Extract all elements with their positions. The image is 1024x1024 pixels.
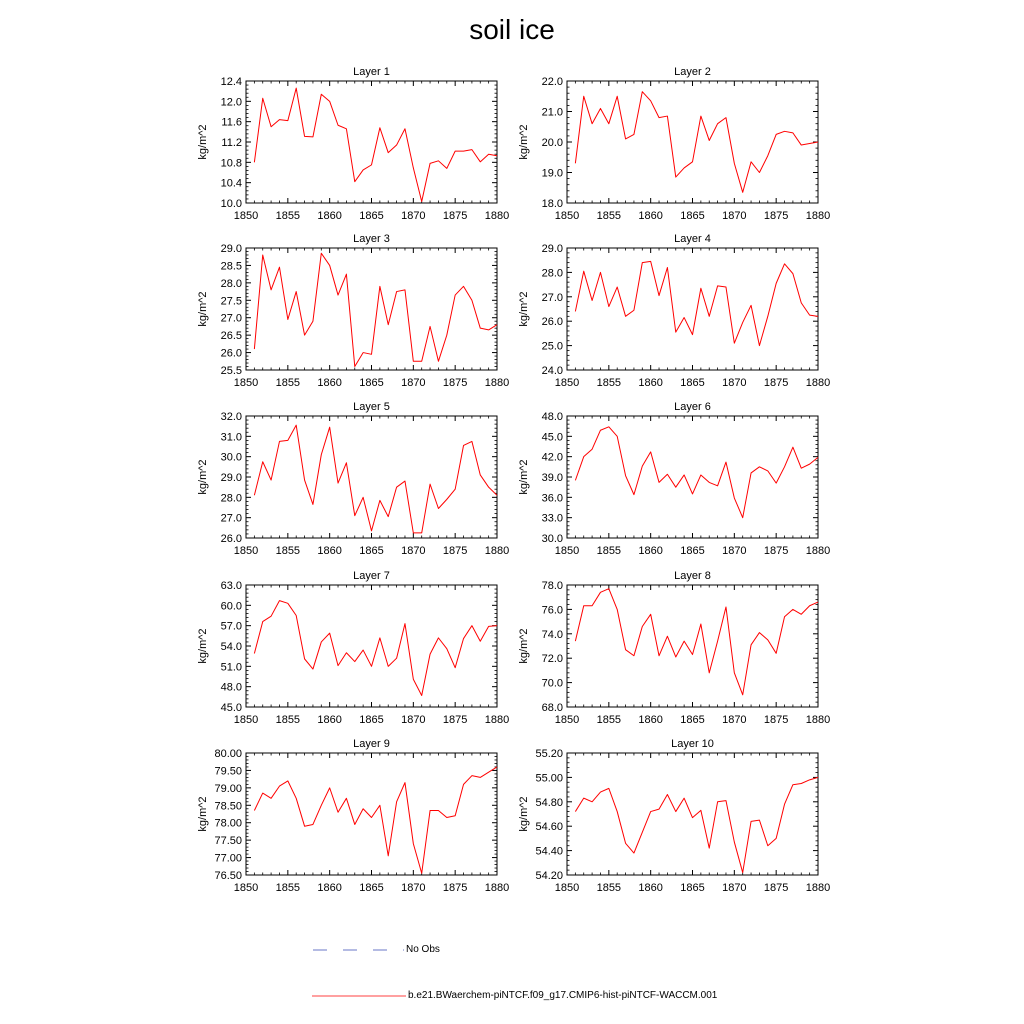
x-tick-label: 1870 xyxy=(401,545,426,557)
plot-frame xyxy=(567,248,818,370)
panel-title: Layer 5 xyxy=(353,401,390,413)
x-tick-label: 1875 xyxy=(442,545,468,557)
x-tick-label: 1870 xyxy=(401,882,426,894)
y-tick-label: 27.0 xyxy=(220,312,242,325)
panel-4 xyxy=(518,233,830,389)
panel-10 xyxy=(518,738,830,894)
panel-3 xyxy=(197,233,509,389)
x-tick-label: 1865 xyxy=(680,714,705,726)
x-tick-label: 1860 xyxy=(317,545,342,557)
y-tick-label: 74.0 xyxy=(541,628,563,641)
panel-title: Layer 1 xyxy=(353,66,390,78)
x-tick-label: 1880 xyxy=(484,210,510,222)
x-tick-label: 1865 xyxy=(359,377,384,389)
y-tick-label: 18.0 xyxy=(541,198,563,210)
x-tick-label: 1870 xyxy=(722,545,747,557)
panel-1 xyxy=(197,66,509,222)
y-tick-label: 11.6 xyxy=(221,116,242,129)
x-tick-label: 1865 xyxy=(680,377,705,389)
y-axis-label: kg/m^2 xyxy=(518,291,530,327)
x-tick-label: 1875 xyxy=(442,714,468,726)
y-tick-label: 20.0 xyxy=(541,137,563,149)
x-tick-label: 1850 xyxy=(554,545,580,557)
y-tick-label: 27.5 xyxy=(220,295,242,308)
legend-model-label: b.e21.BWaerchem-piNTCF.f09_g17.CMIP6-hist-piNTCF-WACCM.001 xyxy=(408,990,718,1001)
y-tick-label: 77.00 xyxy=(214,852,242,865)
y-tick-label: 77.50 xyxy=(214,835,242,848)
y-tick-label: 27.0 xyxy=(541,291,563,304)
y-axis-label: kg/m^2 xyxy=(518,124,530,160)
legend-obs-line xyxy=(310,944,405,956)
y-tick-label: 78.50 xyxy=(214,800,242,813)
x-tick-label: 1855 xyxy=(596,377,622,389)
x-tick-label: 1870 xyxy=(401,377,426,389)
y-tick-label: 28.0 xyxy=(220,492,242,505)
y-tick-label: 48.0 xyxy=(220,681,242,694)
y-axis-label: kg/m^2 xyxy=(197,291,209,327)
x-tick-label: 1875 xyxy=(763,210,789,222)
plot-frame xyxy=(246,753,497,875)
plot-frame xyxy=(246,416,497,538)
panel-5 xyxy=(197,401,509,557)
x-tick-label: 1880 xyxy=(805,714,831,726)
x-tick-label: 1850 xyxy=(554,377,580,389)
x-tick-label: 1855 xyxy=(596,882,622,894)
y-tick-label: 79.00 xyxy=(214,782,242,795)
x-tick-label: 1850 xyxy=(554,210,580,222)
x-tick-label: 1875 xyxy=(442,210,468,222)
y-tick-label: 63.0 xyxy=(220,580,242,592)
panel-title: Layer 10 xyxy=(671,738,714,750)
series-line xyxy=(575,427,818,518)
x-tick-label: 1855 xyxy=(275,545,301,557)
y-tick-label: 55.00 xyxy=(535,772,563,785)
plot-frame xyxy=(567,416,818,538)
panel-title: Layer 6 xyxy=(674,401,711,413)
y-tick-label: 54.80 xyxy=(535,796,563,809)
x-tick-label: 1865 xyxy=(680,210,705,222)
x-tick-label: 1875 xyxy=(442,377,468,389)
y-tick-label: 30.0 xyxy=(220,451,242,464)
y-tick-label: 26.0 xyxy=(220,347,242,360)
x-tick-label: 1860 xyxy=(638,882,663,894)
plot-frame xyxy=(246,81,497,203)
panel-title: Layer 9 xyxy=(353,738,390,750)
x-tick-label: 1865 xyxy=(680,882,705,894)
panel-title: Layer 3 xyxy=(353,233,390,245)
y-tick-label: 32.0 xyxy=(220,411,242,423)
x-tick-label: 1875 xyxy=(763,545,789,557)
y-tick-label: 22.0 xyxy=(541,76,563,88)
x-tick-label: 1850 xyxy=(233,377,259,389)
plot-frame xyxy=(567,585,818,707)
plot-frame xyxy=(567,753,818,875)
y-tick-label: 39.0 xyxy=(541,472,563,484)
y-tick-label: 78.00 xyxy=(214,817,242,830)
y-tick-label: 48.0 xyxy=(541,411,563,423)
y-tick-label: 10.4 xyxy=(220,177,242,190)
y-tick-label: 29.0 xyxy=(220,472,242,484)
y-tick-label: 80.00 xyxy=(214,748,242,760)
x-tick-label: 1850 xyxy=(233,882,259,894)
series-line xyxy=(575,589,818,695)
x-tick-label: 1855 xyxy=(596,210,622,222)
y-tick-label: 29.0 xyxy=(541,243,563,255)
x-tick-label: 1870 xyxy=(401,714,426,726)
y-tick-label: 25.0 xyxy=(541,340,563,353)
x-tick-label: 1860 xyxy=(638,714,663,726)
x-tick-label: 1880 xyxy=(805,545,831,557)
y-tick-label: 12.0 xyxy=(220,96,242,109)
panel-2 xyxy=(518,66,830,222)
y-tick-label: 10.8 xyxy=(220,157,242,170)
x-tick-label: 1850 xyxy=(554,714,580,726)
x-tick-label: 1850 xyxy=(554,882,580,894)
y-tick-label: 26.0 xyxy=(541,316,563,329)
x-tick-label: 1860 xyxy=(638,377,663,389)
y-tick-label: 54.0 xyxy=(220,641,242,653)
y-tick-label: 29.0 xyxy=(220,243,242,255)
legend-obs-label: No Obs xyxy=(406,944,440,955)
x-tick-label: 1865 xyxy=(359,882,384,894)
y-tick-label: 30.0 xyxy=(541,533,563,545)
y-tick-label: 28.5 xyxy=(220,260,242,273)
x-tick-label: 1875 xyxy=(442,882,468,894)
y-tick-label: 42.0 xyxy=(541,451,563,464)
y-tick-label: 60.0 xyxy=(220,600,242,613)
y-tick-label: 26.0 xyxy=(220,533,242,545)
y-tick-label: 55.20 xyxy=(535,748,563,760)
plot-frame xyxy=(246,585,497,707)
x-tick-label: 1865 xyxy=(680,545,705,557)
x-tick-label: 1880 xyxy=(484,882,510,894)
x-tick-label: 1880 xyxy=(805,210,831,222)
y-tick-label: 24.0 xyxy=(541,365,563,377)
y-tick-label: 10.0 xyxy=(220,198,242,210)
series-line xyxy=(575,777,818,872)
x-tick-label: 1855 xyxy=(275,210,301,222)
page-title: soil ice xyxy=(469,14,555,45)
y-axis-label: kg/m^2 xyxy=(197,124,209,160)
panel-title: Layer 8 xyxy=(674,570,711,582)
x-tick-label: 1880 xyxy=(484,377,510,389)
y-axis-label: kg/m^2 xyxy=(518,628,530,664)
y-tick-label: 27.0 xyxy=(220,512,242,525)
y-tick-label: 25.5 xyxy=(220,365,242,377)
panel-title: Layer 7 xyxy=(353,570,390,582)
y-axis-label: kg/m^2 xyxy=(197,459,209,495)
series-line xyxy=(254,425,497,533)
x-tick-label: 1865 xyxy=(359,714,384,726)
y-tick-label: 45.0 xyxy=(220,702,242,714)
x-tick-label: 1860 xyxy=(317,377,342,389)
x-tick-label: 1860 xyxy=(317,882,342,894)
x-tick-label: 1865 xyxy=(359,210,384,222)
series-line xyxy=(575,92,818,193)
y-axis-label: kg/m^2 xyxy=(197,796,209,832)
y-tick-label: 79.50 xyxy=(214,765,242,778)
y-tick-label: 11.2 xyxy=(221,137,242,149)
y-tick-label: 21.0 xyxy=(541,106,563,119)
y-tick-label: 45.0 xyxy=(541,431,563,444)
panel-title: Layer 4 xyxy=(674,233,711,245)
y-tick-label: 78.0 xyxy=(541,580,563,592)
series-line xyxy=(254,601,497,696)
x-tick-label: 1850 xyxy=(233,545,259,557)
x-tick-label: 1870 xyxy=(401,210,426,222)
x-tick-label: 1875 xyxy=(763,714,789,726)
y-tick-label: 33.0 xyxy=(541,512,563,525)
x-tick-label: 1880 xyxy=(484,545,510,557)
x-tick-label: 1855 xyxy=(596,545,622,557)
x-tick-label: 1870 xyxy=(722,882,747,894)
series-line xyxy=(254,88,497,201)
series-line xyxy=(254,767,497,873)
y-tick-label: 70.0 xyxy=(541,677,563,690)
panel-6 xyxy=(518,401,830,557)
y-tick-label: 76.0 xyxy=(541,604,563,617)
series-line xyxy=(575,261,818,345)
panel-7 xyxy=(197,570,509,726)
x-tick-label: 1855 xyxy=(275,377,301,389)
x-tick-label: 1865 xyxy=(359,545,384,557)
panel-title: Layer 2 xyxy=(674,66,711,78)
x-tick-label: 1860 xyxy=(317,714,342,726)
y-tick-label: 54.20 xyxy=(535,870,563,882)
y-tick-label: 54.60 xyxy=(535,821,563,834)
x-tick-label: 1880 xyxy=(805,882,831,894)
x-tick-label: 1880 xyxy=(484,714,510,726)
y-tick-label: 28.0 xyxy=(541,267,563,280)
x-tick-label: 1880 xyxy=(805,377,831,389)
x-tick-label: 1860 xyxy=(638,210,663,222)
y-axis-label: kg/m^2 xyxy=(197,628,209,664)
x-tick-label: 1855 xyxy=(596,714,622,726)
x-tick-label: 1875 xyxy=(763,882,789,894)
y-tick-label: 28.0 xyxy=(220,277,242,290)
plot-frame xyxy=(567,81,818,203)
x-tick-label: 1870 xyxy=(722,714,747,726)
x-tick-label: 1850 xyxy=(233,714,259,726)
y-tick-label: 19.0 xyxy=(541,167,563,180)
y-tick-label: 36.0 xyxy=(541,492,563,505)
y-tick-label: 76.50 xyxy=(214,870,242,882)
y-tick-label: 26.5 xyxy=(220,330,242,343)
legend-model-line xyxy=(310,990,410,1002)
y-axis-label: kg/m^2 xyxy=(518,796,530,832)
y-tick-label: 54.40 xyxy=(535,845,563,858)
y-tick-label: 57.0 xyxy=(220,620,242,633)
x-tick-label: 1855 xyxy=(275,714,301,726)
y-tick-label: 51.0 xyxy=(220,661,242,674)
x-tick-label: 1850 xyxy=(233,210,259,222)
x-tick-label: 1860 xyxy=(638,545,663,557)
y-tick-label: 68.0 xyxy=(541,702,563,714)
x-tick-label: 1875 xyxy=(763,377,789,389)
x-tick-label: 1870 xyxy=(722,210,747,222)
panel-8 xyxy=(518,570,830,726)
y-axis-label: kg/m^2 xyxy=(518,459,530,495)
x-tick-label: 1860 xyxy=(317,210,342,222)
x-tick-label: 1855 xyxy=(275,882,301,894)
panel-9 xyxy=(197,738,509,894)
series-line xyxy=(254,253,497,366)
y-tick-label: 12.4 xyxy=(220,76,242,88)
y-tick-label: 72.0 xyxy=(541,653,563,666)
y-tick-label: 31.0 xyxy=(220,431,242,444)
x-tick-label: 1870 xyxy=(722,377,747,389)
